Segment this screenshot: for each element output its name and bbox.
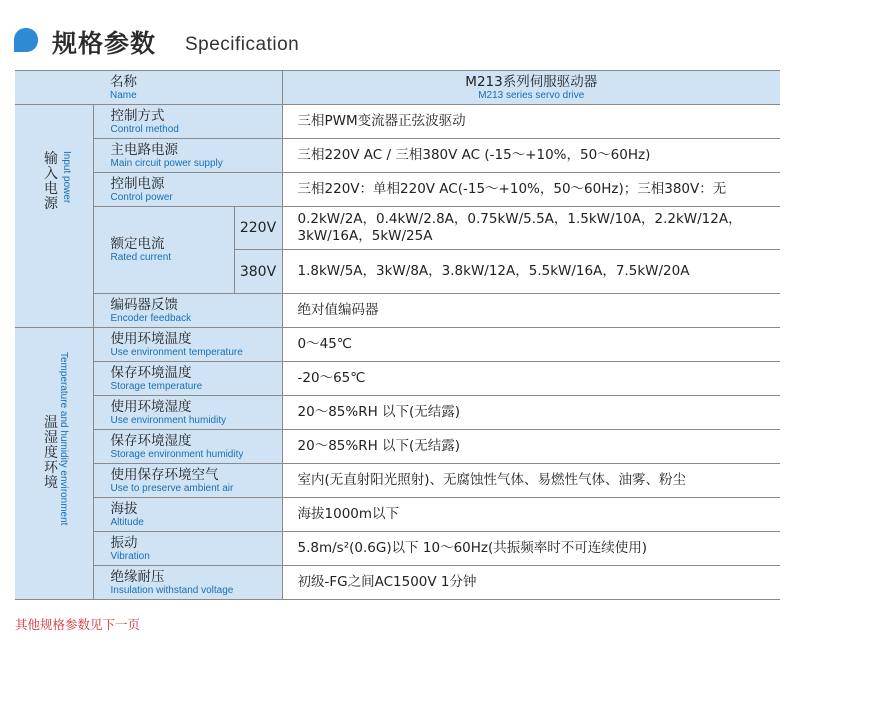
row-value: 0.2kW/2A，0.4kW/2.8A，0.75kW/5.5A，1.5kW/10A，2.2kW/12A，3kW/16A，5kW/25A	[282, 207, 780, 250]
table-row	[15, 105, 780, 139]
row-name-cell	[93, 294, 282, 328]
table-row	[15, 464, 780, 498]
row-value: 初级-FG之间AC1500V 1分钟	[282, 566, 780, 600]
spec-table	[15, 70, 780, 600]
table-row	[15, 396, 780, 430]
table-row	[15, 139, 780, 173]
row-value: 20～85%RH 以下(无结露)	[282, 396, 780, 430]
blue-drop-icon	[13, 27, 39, 53]
header-name-cell	[15, 71, 282, 105]
table-row	[15, 362, 780, 396]
row-name-cn: 编码器反馈	[110, 296, 178, 313]
group-environment-en: Temperature and humidity environment	[58, 352, 69, 526]
row-value: 海拔1000m以下	[282, 498, 780, 532]
row-name-cn: 使用保存环境空气	[110, 466, 219, 483]
footer-note: 其他规格参数见下一页	[15, 617, 141, 632]
row-value: 20～85%RH 以下(无结露)	[282, 430, 780, 464]
row-name-cell	[93, 430, 282, 464]
row-name-en: Storage environment humidity	[110, 448, 244, 460]
row-name-cell	[93, 566, 282, 600]
row-name-en: Altitude	[110, 516, 144, 528]
row-name-en: Control power	[110, 191, 173, 203]
header-product-en: M213 series servo drive	[478, 89, 585, 101]
row-name-cell	[93, 328, 282, 362]
table-row	[15, 430, 780, 464]
row-name-cn: 额定电流	[110, 236, 165, 252]
row-name-cn: 海拔	[110, 500, 138, 517]
row-value: 0～45℃	[282, 328, 780, 362]
row-name-cn: 保存环境温度	[110, 364, 192, 381]
row-name-cn: 保存环境湿度	[110, 432, 192, 449]
row-name-cell	[93, 396, 282, 430]
row-name-cell	[93, 498, 282, 532]
voltage-220-label: 220V	[234, 207, 282, 250]
row-name-en: Insulation withstand voltage	[110, 584, 234, 596]
table-row	[15, 566, 780, 600]
table-row	[15, 207, 780, 250]
row-value: 5.8m/s²(0.6G)以下 10～60Hz(共振频率时不可连续使用)	[282, 532, 780, 566]
row-name-en: Use environment humidity	[110, 414, 227, 426]
row-value: 室内(无直射阳光照射)、无腐蚀性气体、易燃性气体、油雾、粉尘	[282, 464, 780, 498]
row-name-en: Encoder feedback	[110, 312, 192, 324]
row-name-en: Vibration	[110, 550, 150, 562]
table-row	[15, 294, 780, 328]
table-row	[15, 173, 780, 207]
row-name-cn: 控制方式	[110, 107, 165, 124]
row-name-cn: 主电路电源	[110, 141, 178, 158]
row-value: -20～65℃	[282, 362, 780, 396]
header-product-cell	[282, 71, 780, 105]
row-value: 三相PWM变流器正弦波驱动	[282, 105, 780, 139]
rated-current-name-cell	[93, 207, 234, 294]
row-name-en: Use environment temperature	[110, 346, 243, 358]
table-row	[15, 328, 780, 362]
row-name-en: Use to preserve ambient air	[110, 482, 234, 494]
group-input-power-cn: 输入电源	[44, 151, 58, 212]
voltage-380-label: 380V	[234, 250, 282, 294]
page-subtitle: Specification	[185, 34, 300, 55]
row-name-en: Rated current	[110, 252, 172, 263]
row-name-cell	[93, 139, 282, 173]
table-row	[15, 532, 780, 566]
row-name-cell	[93, 532, 282, 566]
page-title: 规格参数	[52, 29, 157, 58]
row-name-cell	[93, 173, 282, 207]
group-input-power	[15, 105, 93, 328]
table-row	[15, 498, 780, 532]
row-name-cn: 使用环境温度	[110, 330, 192, 347]
row-name-cn: 控制电源	[110, 175, 165, 192]
row-name-cn: 振动	[110, 534, 138, 551]
row-name-cell	[93, 464, 282, 498]
row-name-cn: 使用环境湿度	[110, 398, 192, 415]
row-value: 绝对值编码器	[282, 294, 780, 328]
header-name-en: Name	[110, 89, 137, 101]
table-header-row	[15, 71, 780, 105]
row-name-cell	[93, 105, 282, 139]
group-input-power-en: Input power	[61, 151, 72, 204]
row-value: 三相220V：单相220V AC(-15～+10%，50～60Hz)；三相380V：无	[282, 173, 780, 207]
row-value: 1.8kW/5A，3kW/8A，3.8kW/12A，5.5kW/16A，7.5kW/20A	[282, 250, 780, 294]
header-name-cn: 名称	[110, 73, 137, 90]
row-name-cn: 绝缘耐压	[110, 568, 165, 585]
group-environment	[15, 328, 93, 600]
row-value: 三相220V AC / 三相380V AC (-15～+10%，50～60Hz)	[282, 139, 780, 173]
header-product-cn: M213系列伺服驱动器	[465, 73, 598, 90]
row-name-en: Storage temperature	[110, 380, 203, 392]
row-name-en: Main circuit power supply	[110, 157, 223, 169]
row-name-en: Control method	[110, 123, 179, 135]
group-environment-cn: 温湿度环境	[44, 415, 58, 491]
row-name-cell	[93, 362, 282, 396]
